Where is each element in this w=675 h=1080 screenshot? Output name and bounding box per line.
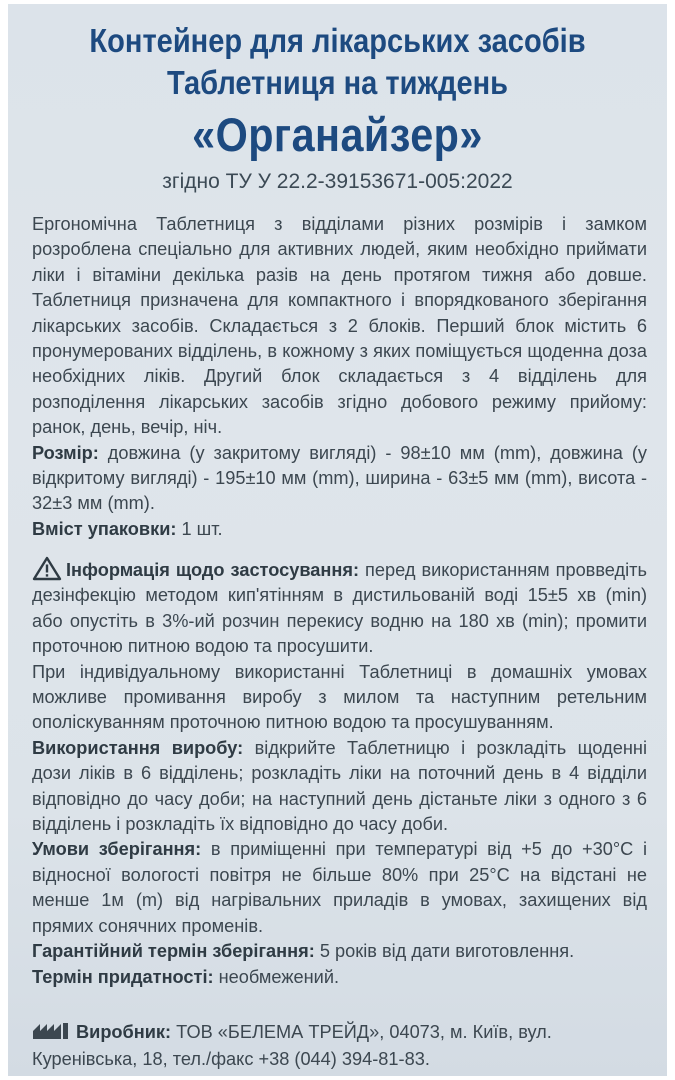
producer-label: Виробник: [76,1022,172,1042]
expiry-label: Термін придатності: [32,966,214,987]
usage-label: Використання виробу: [32,737,244,758]
size-paragraph [32,441,647,517]
storage-value: в приміщенні при температурі від +5 до +30°C і відносної вологості повітря не більше 80% при 25°C на відстані не менше 1м (m) від нагрівальних приладів в умовах, захищених від прямих сонячних променів. [32,839,647,936]
title-line-1: Контейнер для лікарських засобів [89,22,586,59]
usage-info-block [32,556,647,990]
info-label: Інформація щодо застосування: [66,560,360,580]
usage-paragraph [32,736,647,838]
package-label [8,4,667,1076]
product-name: «Органайзер» [192,108,483,161]
description-text: Ергономічна Таблетниця з відділами різних розмірів і замком розроблена спеціально для активних людей, яким необхідно приймати ліки і вітаміни декілька разів на день протягом тижня або довше. Таблетниця призначена для компактного і впорядкованого зберігання лікарських засобів. Складається з 2 блоків. Перший блок містить 6 пронумерованих відділень, в кожному з яких поміщується щоденна доза необхідних ліків. Другий блок складається з 4 відділень для розподілення лікарських засобів згідно добового режиму прийому: ранок, день, вечір, ніч. [32,214,647,438]
package-paragraph [32,517,647,542]
warranty-value: 5 років від дати виготовлення. [314,941,575,962]
warning-triangle-icon [32,556,62,581]
home-use-paragraph: При індивідуальному використанні Таблетниці в домашніх умовах можливе промивання виробу з милом та наступним ретельним ополіскуванням проточною питною водою та просушуванням. [32,661,647,733]
expiry-value: необмежений. [213,966,340,987]
package-value: 1 шт. [176,518,223,539]
description-block [32,212,647,542]
package-label-text: Вміст упаковки: [32,518,177,539]
expiry-paragraph [32,965,647,990]
size-label: Розмір: [32,442,99,463]
title-line-2: Таблетниця на тиждень [166,64,509,101]
storage-paragraph [32,837,647,939]
info-paragraph [32,556,647,660]
producer-value: ТОВ «БЕЛЕМА ТРЕЙД», 04073, м. Київ, вул. Куренівська, 18, тел./факс +38 (044) 394-81-83. [32,1022,552,1069]
storage-label: Умови зберігання: [32,839,202,860]
size-value: довжина (у закритому вигляді) - 98±10 мм (mm), довжина (у відкритому вигляді) - 195±10 мм (mm), ширина - 63±5 мм (mm), висота - 32±3 мм (mm). [32,442,647,514]
warranty-paragraph [32,939,647,964]
manufacturer-icon [32,1021,70,1039]
warranty-label: Гарантійний термін зберігання: [32,941,315,962]
standard-reference: згідно ТУ У 22.2-39153671-005:2022 [162,170,513,193]
info-value: перед використанням провведіть дезінфекцію методом кип'ятінням в дистильованій воді 15±5 хв (min) або опустіть в 3%-ий розчин перекису водню на 180 хв (min); промити проточною питною водою та просушити. [32,560,647,657]
usage-value: відкрийте Таблетницю і розкладіть щоденні дози ліків в 6 відділень; розкладіть ліки на поточний день в 4 відділи відповідно до часу доби; на наступний день дістаньте ліки з одного з 6 відділень і розкладіть їх відповідно до часу доби. [32,737,647,835]
producer-block [32,1019,647,1073]
